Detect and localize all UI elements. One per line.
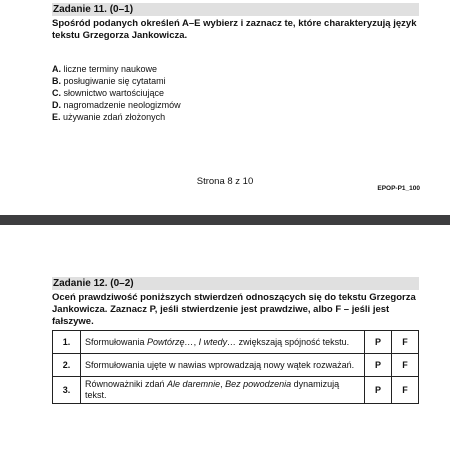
statement: [81, 331, 365, 354]
page-9: [0, 225, 450, 469]
statement-quote: Ale daremnie: [167, 379, 221, 389]
row-number: 1.: [53, 331, 81, 354]
option-letter: C.: [52, 88, 61, 98]
statement-text: dynamizują tekst.: [85, 379, 340, 400]
table-row: [53, 377, 419, 404]
row-number: 2.: [53, 354, 81, 377]
answer-p[interactable]: P: [365, 331, 392, 354]
option-a[interactable]: [52, 63, 412, 75]
answer-f[interactable]: F: [392, 377, 419, 404]
option-text: słownictwo wartościujące: [63, 88, 165, 98]
statement-quote: I wtedy…: [198, 336, 237, 347]
task-11-options: [52, 63, 412, 123]
task-12-instruction: Oceń prawdziwość poniższych stwierdzeń odnoszących się do tekstu Grzegorza Jankowicza. Zaznacz P, jeśli stwierdzenie jest prawdziwe, albo F – jeśli jest fałszywe.: [52, 292, 416, 327]
task-12-header: Zadanie 12. (0–2): [52, 277, 419, 290]
task-11-header: Zadanie 11. (0–1): [52, 3, 419, 16]
table-row: [53, 331, 419, 354]
task-11-instruction: Spośród podanych określeń A–E wybierz i zaznacz te, które charakteryzują język tekstu Grzegorza Jankowicza.: [52, 18, 417, 41]
statement-text: zwiększają spójność tekstu.: [236, 336, 350, 347]
answer-f[interactable]: F: [392, 354, 419, 377]
answer-f[interactable]: F: [392, 331, 419, 354]
option-text: używanie zdań złożonych: [63, 112, 166, 122]
option-text: nagromadzenie neologizmów: [63, 100, 181, 110]
option-text: posługiwanie się cytatami: [63, 76, 166, 86]
statement-text: Równoważniki zdań: [85, 379, 168, 389]
statement-text: Sformułowania: [85, 336, 148, 347]
option-b[interactable]: [52, 75, 412, 87]
statement: [81, 377, 365, 404]
statement-text: ,: [193, 336, 199, 347]
answer-p[interactable]: P: [365, 354, 392, 377]
table-row: [53, 354, 419, 377]
option-letter: E.: [52, 112, 61, 122]
true-false-table: [52, 330, 419, 404]
statement-quote: Bez powodzenia: [225, 379, 292, 389]
row-number: 3.: [53, 377, 81, 404]
option-c[interactable]: [52, 87, 412, 99]
answer-p[interactable]: P: [365, 377, 392, 404]
statement-text: ,: [220, 379, 226, 389]
option-letter: B.: [52, 76, 61, 86]
statement: Sformułowania ujęte w nawias wprowadzają nowy wątek rozważań.: [81, 354, 365, 377]
option-e[interactable]: [52, 111, 412, 123]
option-d[interactable]: [52, 99, 412, 111]
exam-code: EPOP-P1_100: [377, 185, 420, 192]
page-separator: [0, 215, 450, 225]
option-text: liczne terminy naukowe: [63, 64, 158, 74]
page-number: Strona 8 z 10: [196, 176, 254, 187]
statement-quote: Powtórzę…: [147, 336, 194, 347]
option-letter: A.: [52, 64, 61, 74]
option-letter: D.: [52, 100, 61, 110]
page-8: [0, 0, 450, 215]
